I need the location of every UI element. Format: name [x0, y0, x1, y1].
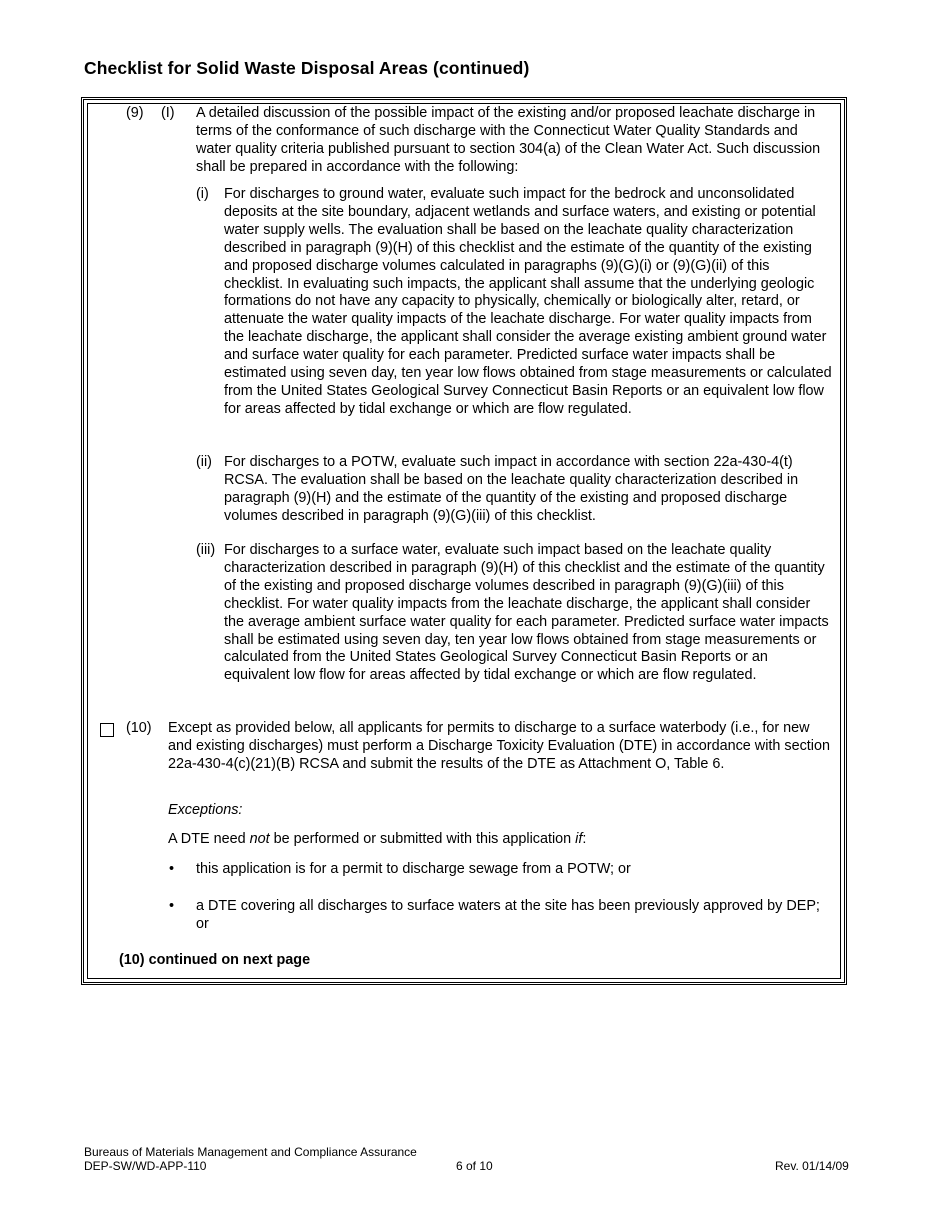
- item-10-text: Except as provided below, all applicants for permits to discharge to a surface waterbody (i.e., for new and existing discharges) must perform a Discharge Toxicity Evaluation (DTE) in accordance with section 22a-430-4(c)(21)(B) RCSA and submit the results of the DTE as Attachment O, Table 6.: [168, 720, 830, 772]
- bullet-2-marker: •: [169, 898, 175, 914]
- dte-text-after: :: [582, 831, 587, 847]
- bullet-1-marker: •: [169, 861, 175, 877]
- subitem-i-text: For discharges to ground water, evaluate such impact for the bedrock and unconsolidated deposits at the site boundary, adjacent wetlands and surface waters, and existing or potential water supply wells. The evaluation shall be based on the leachate quality characterization described in paragraph (9)(H) of this checklist and the estimate of the quantity of the existing and proposed discharge volumes calculated in paragraphs (9)(G)(i) or (9)(G)(ii) of this checklist. In evaluating such impacts, the applicant shall assume that the underlying geologic formations do not have any capacity to physically, chemically or biologically alter, retard, or attenuate the water quality impacts of the leachate discharge. For water quality impacts from the leachate discharge, the applicant shall consider the average existing ambient ground water and surface water quality for each parameter. Predicted surface water impacts shall be estimated using seven day, ten year low flows obtained from stage measurements or calculated from the United States Geological Survey Connecticut Basin Reports or an equivalent low flow for areas affected by tidal exchange or which are flow regulated.: [224, 186, 832, 417]
- dte-text-if: if: [575, 831, 583, 847]
- dte-statement: [168, 831, 834, 849]
- bullet-2-text: a DTE covering all discharges to surface waters at the site has been previously approved by DEP; or: [196, 898, 820, 932]
- footer-page-number: 6 of 10: [456, 1159, 493, 1173]
- item-9-letter: (I): [161, 105, 175, 121]
- item-9-intro: A detailed discussion of the possible impact of the existing and/or proposed leachate discharge in terms of the conformance of such discharge with the Connecticut Water Quality Standards and water quality criteria published pursuant to section 304(a) of the Clean Water Act. Such discussion shall be prepared in accordance with the following:: [196, 105, 821, 175]
- bullet-1-text: this application is for a permit to discharge sewage from a POTW; or: [196, 861, 631, 877]
- item-10-checkbox[interactable]: [100, 723, 114, 737]
- dte-text-before: A DTE need: [168, 831, 250, 847]
- item-10-number: (10): [126, 720, 152, 736]
- subitem-iii-text: For discharges to a surface water, evaluate such impact based on the leachate quality characterization described in paragraph (9)(H) of this checklist and the estimate of the quantity of the existing and proposed discharge volumes described in paragraph (9)(G)(iii) of this checklist. For water quality impacts from the leachate discharge, the applicant shall consider the average ambient surface water quality for each parameter. Predicted surface water impacts shall be estimated using seven day, ten year low flows obtained from stage measurements or calculated from the United States Geological Survey Connecticut Basin Reports or an equivalent low flow for areas affected by tidal exchange or which are flow regulated.: [224, 542, 829, 684]
- footer-bureau: Bureaus of Materials Management and Compliance Assurance: [84, 1145, 417, 1159]
- subitem-ii-label: (ii): [196, 454, 212, 470]
- dte-text-not: not: [249, 831, 270, 847]
- footer-form-id: DEP-SW/WD-APP-110: [84, 1159, 207, 1173]
- item-9-number: (9): [126, 105, 144, 121]
- footer-revision: Rev. 01/14/09: [775, 1159, 849, 1173]
- page-title: Checklist for Solid Waste Disposal Areas (continued): [84, 58, 530, 78]
- subitem-ii-text: For discharges to a POTW, evaluate such impact in accordance with section 22a-430-4(t) RCSA. The evaluation shall be based on the leachate quality characterization described in paragraph (9)(H) and the estimate of the quantity of the existing and proposed discharge volumes described in paragraph (9)(G)(iii) of this checklist.: [224, 454, 799, 524]
- subitem-i-label: (i): [196, 186, 209, 202]
- continued-note: (10) continued on next page: [119, 952, 311, 968]
- subitem-iii-label: (iii): [196, 542, 216, 558]
- exceptions-heading: Exceptions:: [168, 802, 243, 818]
- dte-text-middle: be performed or submitted with this application: [269, 831, 576, 847]
